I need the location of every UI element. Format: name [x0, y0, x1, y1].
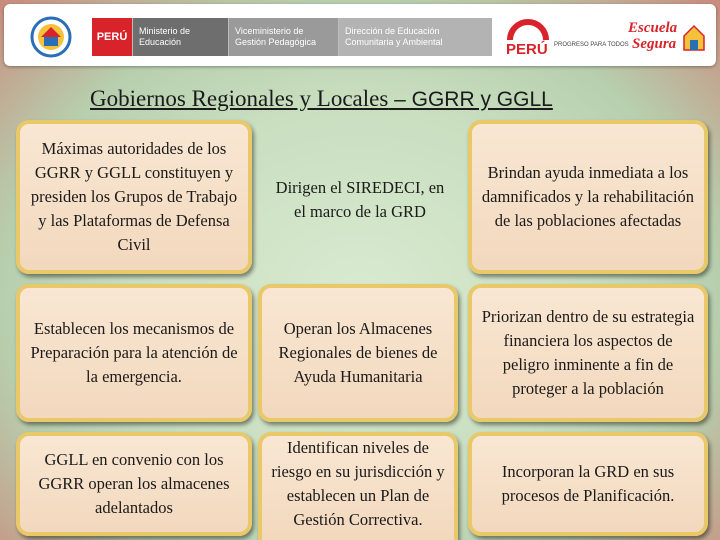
card-operan-almacenes: [258, 284, 458, 422]
page-title: [90, 86, 553, 112]
card-text: Máximas autoridades de los GGRR y GGLL constituyen y presiden los Grupos de Trabajo y las Plataformas de Defensa Civil: [30, 139, 238, 254]
direction-label: Dirección de Educación Comunitaria y Ambiental: [338, 18, 492, 56]
card-text: Operan los Almacenes Regionales de bienes de Ayuda Humanitaria: [278, 319, 438, 386]
ministry-label: Ministerio de Educación: [132, 18, 228, 56]
ministry-bar: [92, 18, 492, 56]
header-banner: [4, 4, 716, 66]
card-priorizan-estrategia: [468, 284, 708, 422]
card-dirigen-sirededci: [270, 140, 450, 260]
peru-progreso-logo-icon: [504, 18, 629, 58]
escuela-segura-logo-icon: [624, 14, 706, 60]
card-text: GGLL en convenio con los GGRR operan los almacenes adelantados: [38, 450, 230, 517]
card-brindan-ayuda: [468, 120, 708, 274]
title-suffix: – GGRR y GGLL: [388, 88, 553, 111]
escuela-line1: Escuela: [628, 20, 678, 36]
card-identifican-niveles: [258, 432, 458, 540]
peru-label: PERÚ: [92, 18, 132, 56]
peru-brand-text: PERÚ: [506, 41, 548, 58]
card-incorporan-grd: [468, 432, 708, 536]
card-text: Identifican niveles de riesgo en su jurisdicción y establecen un Plan de Gestión Correctiva.: [271, 438, 445, 529]
title-main: Gobiernos Regionales y Locales: [90, 86, 389, 111]
card-maximas-autoridades: [16, 120, 252, 274]
escuela-line2: Segura: [632, 36, 677, 52]
escuela-segura-badge-icon: [26, 16, 76, 58]
card-text: Incorporan la GRD en sus procesos de Planificación.: [501, 462, 675, 505]
card-establecen-mecanismos: [16, 284, 252, 422]
card-text: Establecen los mecanismos de Preparación para la atención de la emergencia.: [30, 319, 238, 386]
viceministry-label: Viceministerio de Gestión Pedagógica: [228, 18, 338, 56]
card-text: Dirigen el SIREDECI, en el marco de la GRD: [275, 178, 445, 221]
card-text: Brindan ayuda inmediata a los damnificados y la rehabilitación de las poblaciones afectadas: [481, 163, 695, 230]
card-ggll-convenio: [16, 432, 252, 536]
card-text: Priorizan dentro de su estrategia financiera los aspectos de peligro inminente a fin de proteger a la población: [481, 307, 695, 398]
peru-slogan-text: PROGRESO PARA TODOS: [554, 42, 629, 48]
